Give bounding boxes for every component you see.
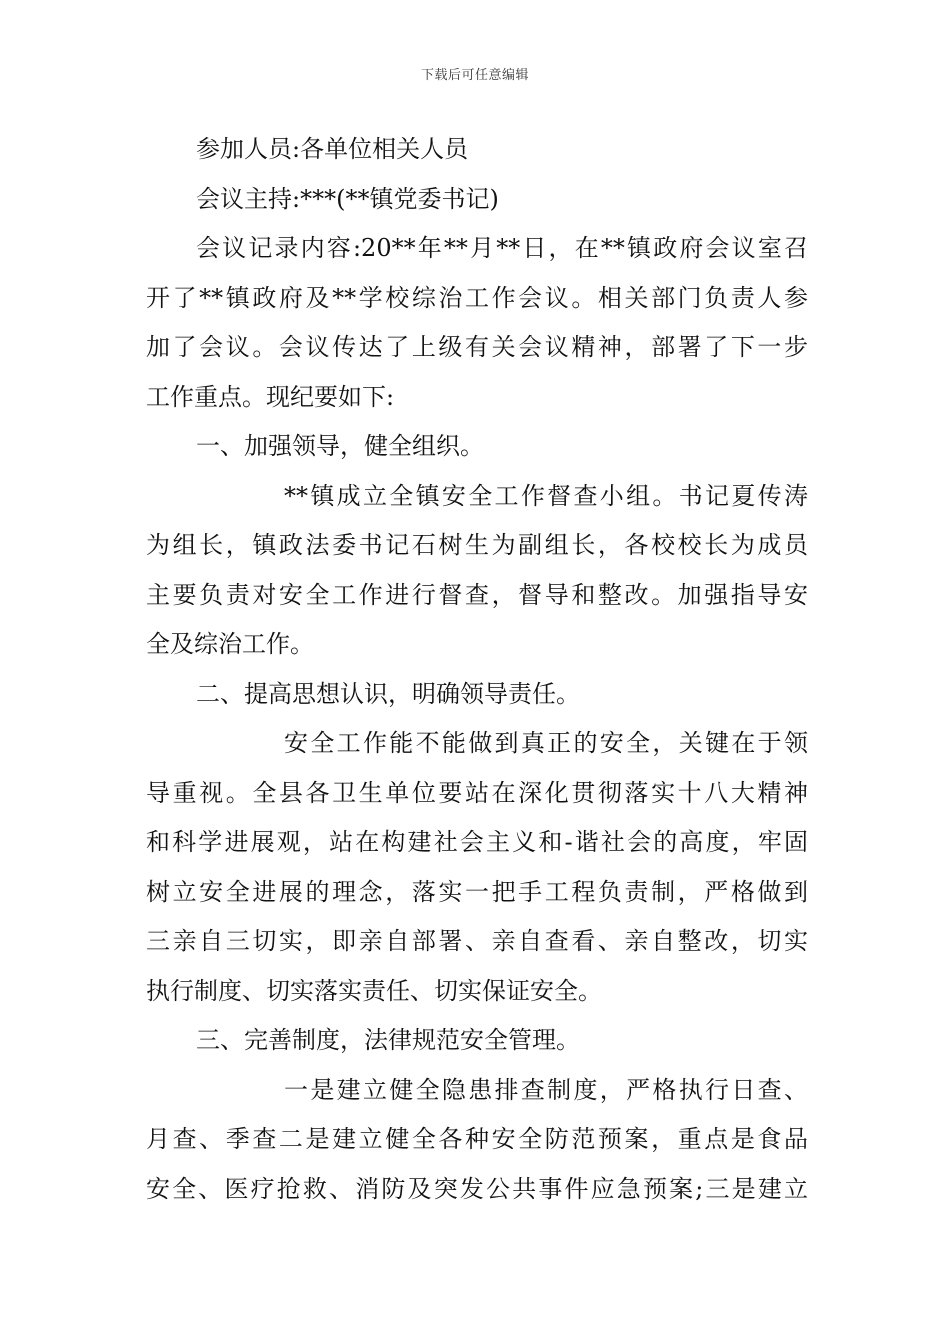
section1-line: 全及综治工作。 (146, 630, 314, 658)
section-heading-3: 三、完善制度，法律规范安全管理。 (196, 1026, 580, 1054)
record-line: 加了会议。会议传达了上级有关会议精神，部署了下一步 (146, 333, 808, 361)
section2-line: 安全工作能不能做到真正的安全，关键在于领 (284, 729, 808, 757)
section-heading-2: 二、提高思想认识，明确领导责任。 (196, 679, 580, 708)
section-heading-1: 一、加强领导，健全组织。 (196, 432, 484, 460)
section3-line: 安全、医疗抢救、消防及突发公共事件应急预案;三是建立 (146, 1174, 808, 1203)
section2-line: 和科学进展观，站在构建社会主义和-谐社会的高度，牢固 (146, 828, 808, 856)
participants-line: 参加人员:各单位相关人员 (196, 135, 469, 163)
page-header-note: 下载后可任意编辑 (420, 68, 529, 83)
section3-line: 一是建立健全隐患排查制度，严格执行日查、 (284, 1075, 808, 1104)
section1-line: 为组长，镇政法委书记石树生为副组长，各校校长为成员 (146, 531, 808, 559)
section2-line: 树立安全进展的理念，落实一把手工程负责制，严格做到 (146, 877, 808, 906)
section2-line: 三亲自三切实，即亲自部署、亲自查看、亲自整改，切实 (146, 927, 808, 955)
record-line: 会议记录内容:20**年**月**日，在**镇政府会议室召 (196, 234, 808, 262)
section1-line: **镇成立全镇安全工作督查小组。书记夏传涛 (284, 481, 808, 510)
section3-line: 月查、季查二是建立健全各种安全防范预案，重点是食品 (146, 1125, 808, 1153)
section2-line: 导重视。全县各卫生单位要站在深化贯彻落实十八大精神 (146, 778, 808, 807)
section2-line: 执行制度、切实落实责任、切实保证安全。 (146, 976, 602, 1005)
record-line: 工作重点。现纪要如下: (146, 382, 395, 411)
document-body (146, 125, 808, 1214)
record-line: 开了**镇政府及**学校综治工作会议。相关部门负责人参 (146, 283, 808, 312)
host-line: 会议主持:***(**镇党委书记) (196, 184, 499, 213)
section1-line: 主要负责对安全工作进行督查，督导和整改。加强指导安 (146, 580, 808, 609)
